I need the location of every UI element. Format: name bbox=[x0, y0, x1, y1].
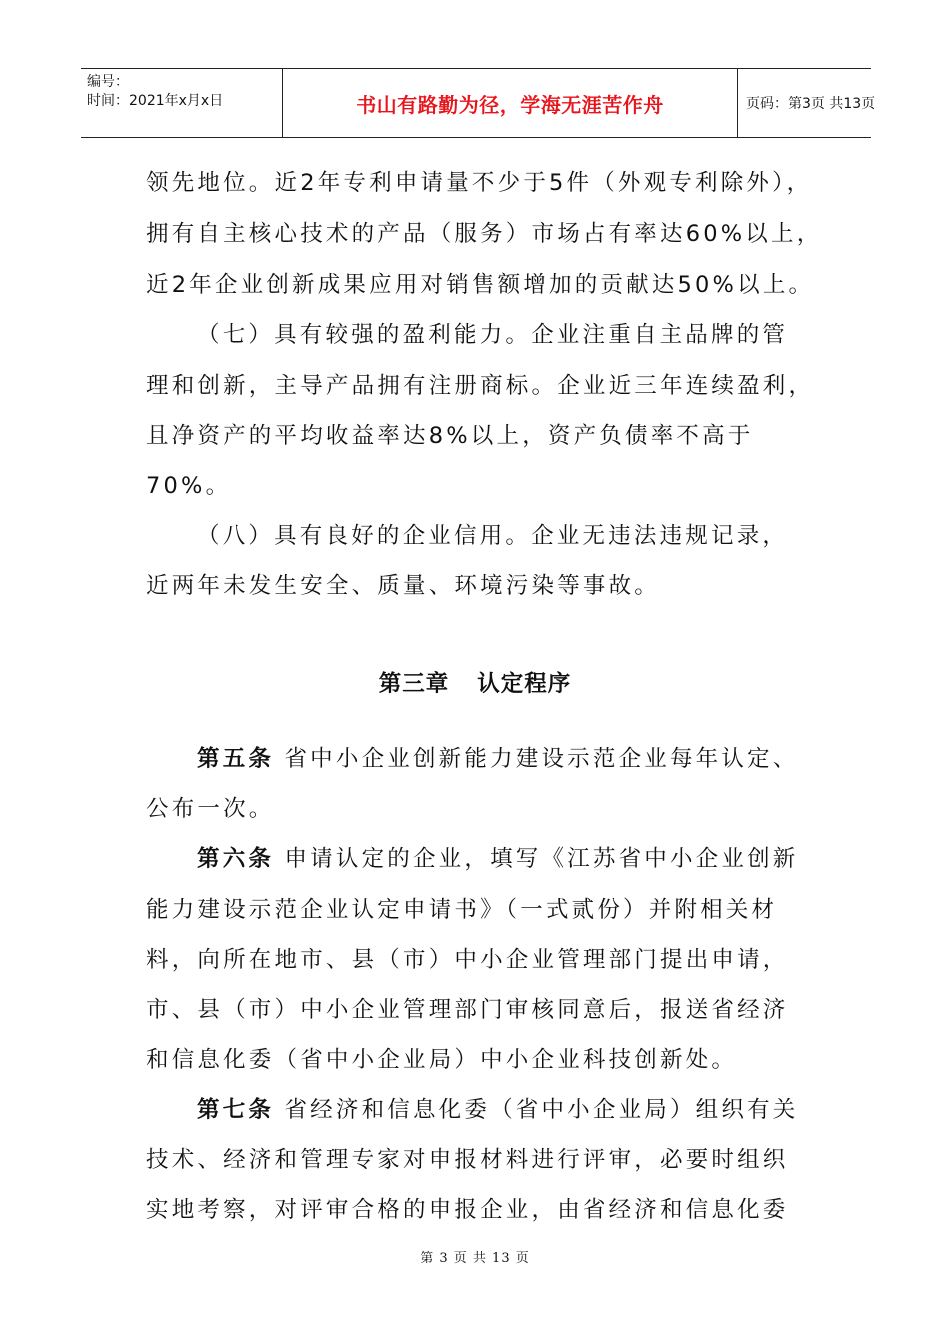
text-line: 公布一次。 bbox=[146, 796, 275, 822]
text-line: 领先地位。近2年专利申请量不少于5件（外观专利除外）， bbox=[146, 170, 813, 196]
article-text: 省经济和信息化委（省中小企业局）组织有关 bbox=[284, 1097, 799, 1123]
article-line bbox=[197, 844, 798, 874]
text-line: 理和创新，主导产品拥有注册商标。企业近三年连续盈利， bbox=[146, 373, 815, 399]
header-motto: 书山有路勤为径，学海无涯苦作舟 bbox=[283, 69, 738, 137]
text-line: 能力建设示范企业认定申请书》（一式贰份）并附相关材 bbox=[146, 897, 778, 923]
text-line: （八）具有良好的企业信用。企业无违法违规记录， bbox=[197, 523, 789, 549]
chapter-title: 认定程序 bbox=[477, 671, 572, 697]
header-meta bbox=[81, 69, 283, 137]
text-line: 和信息化委（省中小企业局）中小企业科技创新处。 bbox=[146, 1047, 738, 1073]
text-line: 近两年未发生安全、质量、环境污染等事故。 bbox=[146, 573, 661, 599]
text-line: 且净资产的平均收益率达8%以上，资产负债率不高于 bbox=[146, 423, 754, 449]
page-header bbox=[81, 68, 876, 138]
text-line: 技术、经济和管理专家对申报材料进行评审，必要时组织 bbox=[146, 1147, 789, 1173]
article-line bbox=[197, 1095, 798, 1125]
article-line bbox=[197, 744, 798, 774]
article-label: 第七条 bbox=[197, 1097, 275, 1123]
text-line: 市、县（市）中小企业管理部门审核同意后，报送省经济 bbox=[146, 997, 789, 1023]
text-line: 料，向所在地市、县（市）中小企业管理部门提出申请， bbox=[146, 947, 789, 973]
text-line: 70%。 bbox=[146, 473, 232, 499]
text-line: 拥有自主核心技术的产品（服务）市场占有率达60%以上， bbox=[146, 221, 823, 247]
text-line: 实地考察，对评审合格的申报企业，由省经济和信息化委 bbox=[146, 1197, 789, 1223]
document-number-label: 编号： bbox=[87, 74, 129, 90]
page-footer: 第 3 页 共 13 页 bbox=[420, 1251, 530, 1266]
document-date: 时间：2021年x月x日 bbox=[87, 93, 224, 109]
chapter-heading bbox=[0, 669, 950, 699]
article-label: 第五条 bbox=[197, 746, 275, 772]
chapter-number: 第三章 bbox=[378, 671, 450, 697]
article-label: 第六条 bbox=[197, 846, 275, 872]
article-text: 省中小企业创新能力建设示范企业每年认定、 bbox=[284, 746, 799, 772]
article-text: 申请认定的企业，填写《江苏省中小企业创新 bbox=[284, 846, 799, 872]
header-page-info: 页码：第3页 共13页 bbox=[746, 96, 876, 112]
text-line: （七）具有较强的盈利能力。企业注重自主品牌的管 bbox=[197, 322, 789, 348]
text-line: 近2年企业创新成果应用对销售额增加的贡献达50%以上。 bbox=[146, 272, 815, 298]
